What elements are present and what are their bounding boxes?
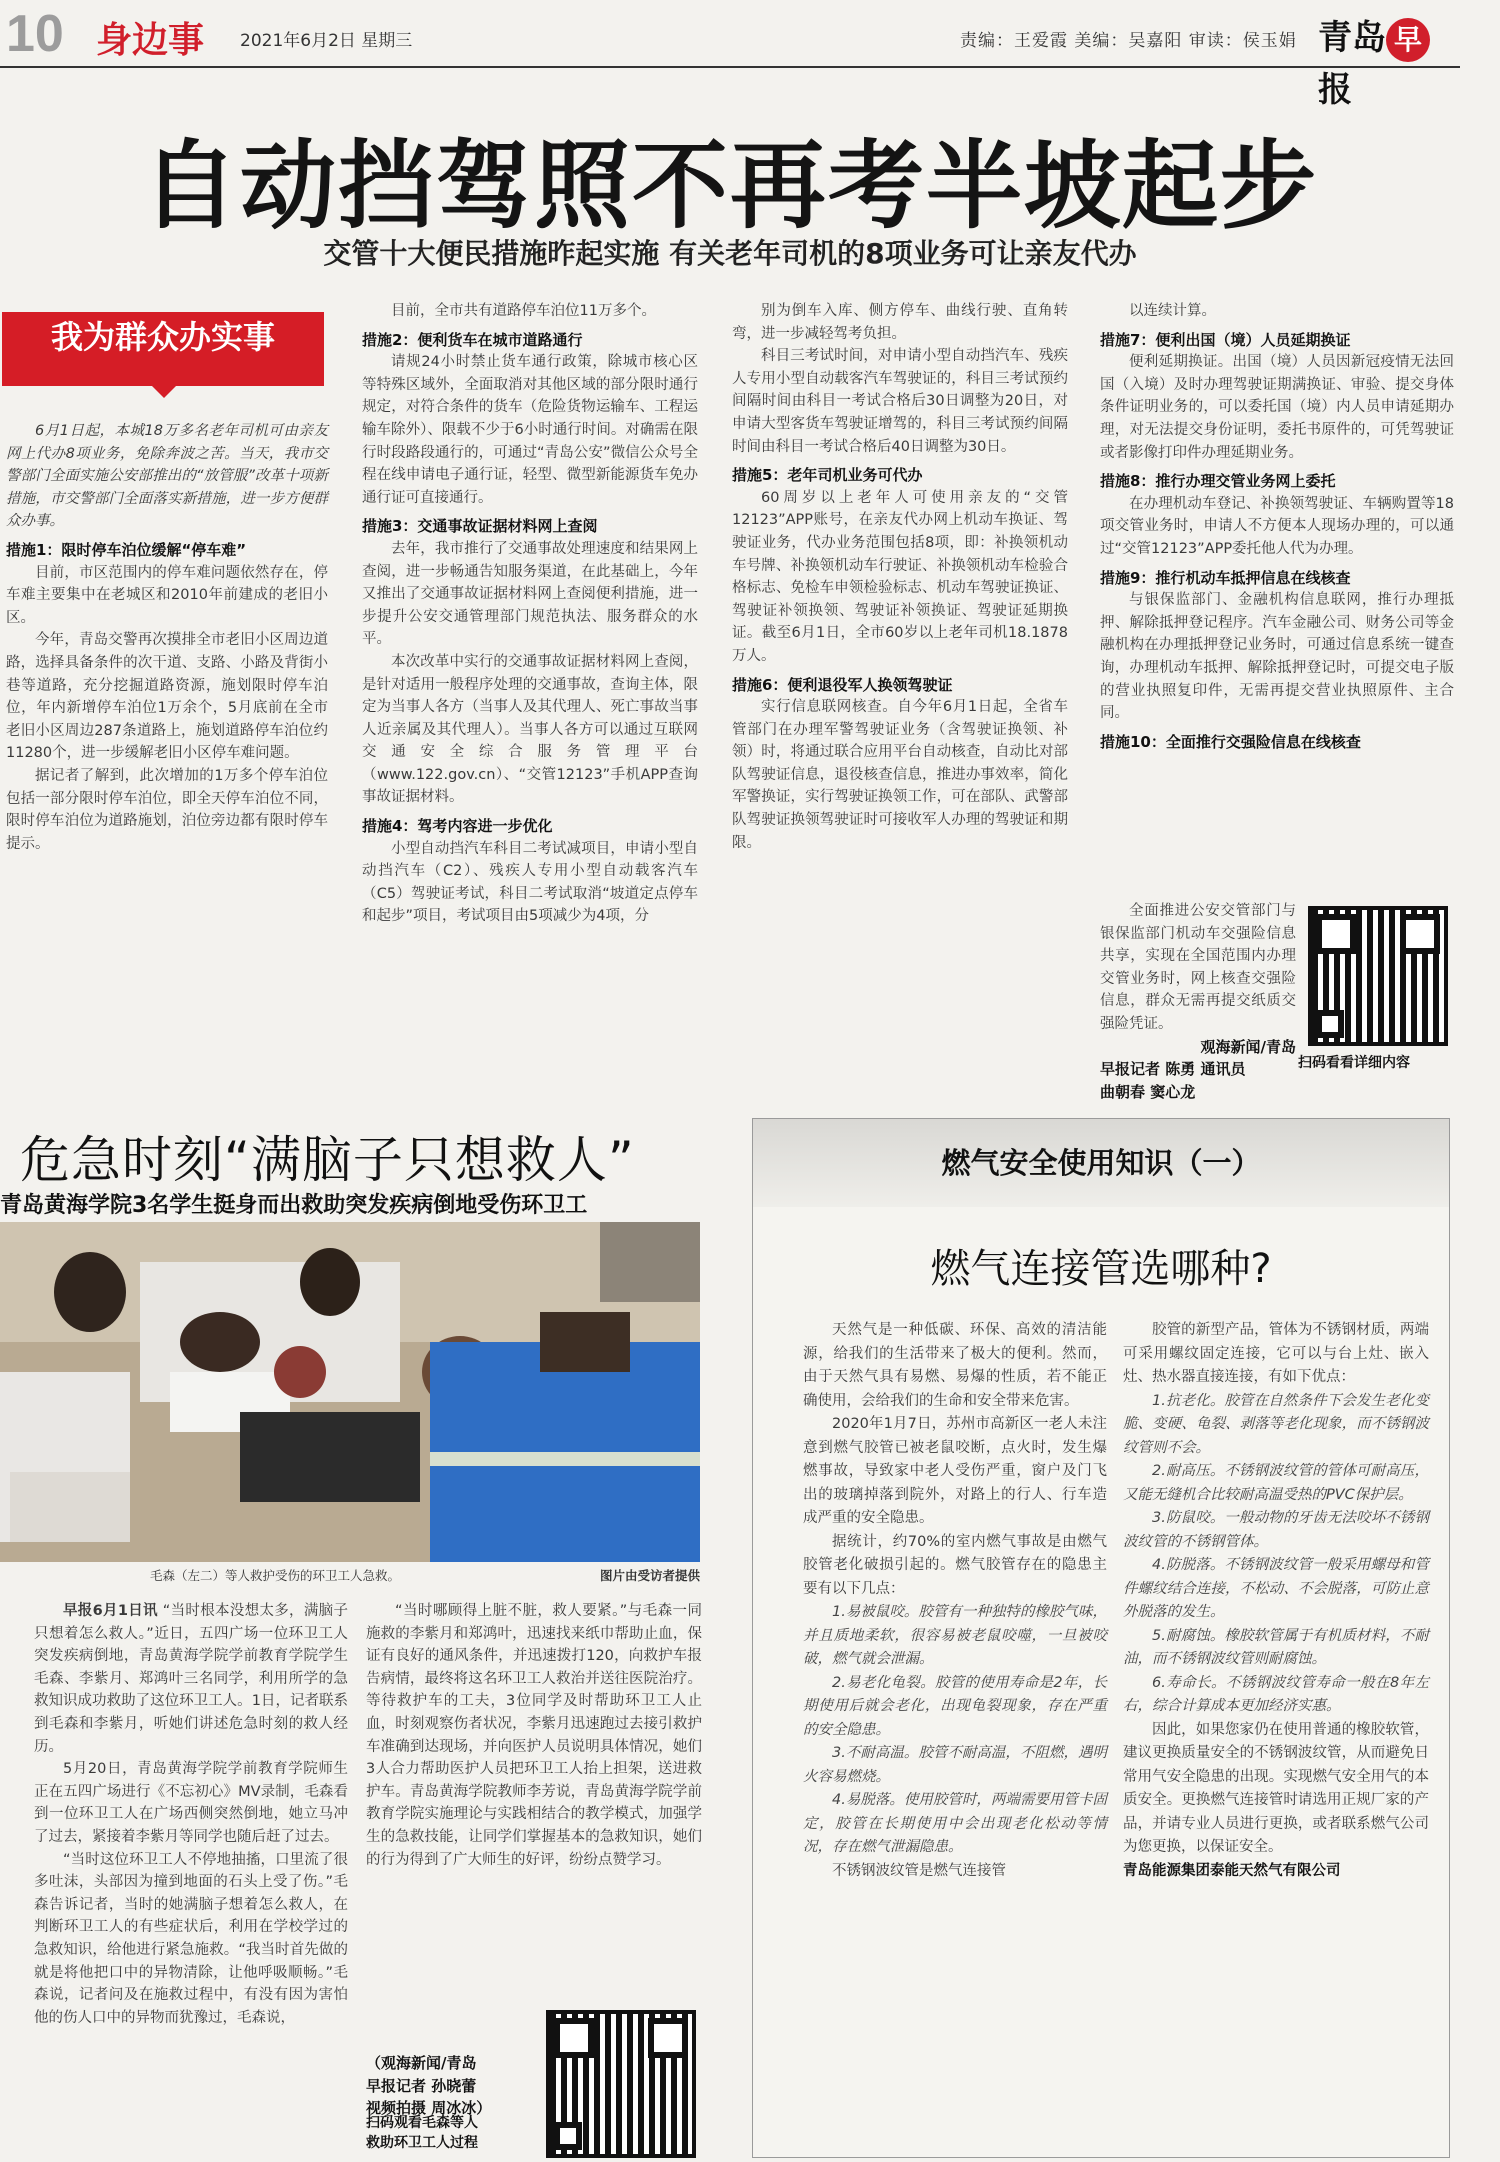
photo-credit: 图片由受访者提供 <box>599 1568 700 1583</box>
article-paragraph: 科目三考试时间，对申请小型自动挡汽车、残疾人专用小型自动载客汽车驾驶证的，科目三考试预约间隔时间由科目一考试合格后30日调整为20日，对申请大型客货车驾驶证增驾的，科目三考试预约间隔时间由科目一考试合格后40日调整为30日。 <box>732 348 1068 455</box>
logo-suffix: 报 <box>1318 70 1352 110</box>
article-paragraph: 便利延期换证。出国（境）人员因新冠疫情无法回国（入境）及时办理驾驶证期满换证、审验、提交身体条件证明业务的，可以委托国（境）内人员申请延期办理，对无法提交身份证明，委托书原件的，可凭驾驶证或者影像打印件办理延期业务。 <box>1100 354 1454 461</box>
editor-credits: 责编：王爱霞 美编：吴嘉阳 审读：侯玉娟 <box>960 31 1297 51</box>
byline: 早报记者 陈勇 通讯员 <box>1100 1060 1246 1079</box>
article-paragraph: 4.防脱落。不锈钢波纹管一般采用螺母和管件螺纹结合连接，不松动、不会脱落，可防止意外脱落的发生。 <box>1123 1557 1429 1620</box>
measure-heading: 措施3：交通事故证据材料网上查阅 <box>362 517 598 536</box>
article-paragraph: 目前，市区范围内的停车难问题依然存在，停车难主要集中在老城区和2010年前建成的老旧小区。 <box>6 564 328 626</box>
article-paragraph: 据记者了解到，此次增加的1万多个停车泊位包括一部分限时停车泊位，即全天停车泊位不同，限时停车泊位为道路施划，泊位旁边都有限时停车提示。 <box>6 767 328 852</box>
article-paragraph: 据统计，约70%的室内燃气事故是由燃气胶管老化破损引起的。燃气胶管存在的隐患主要有以下几点： <box>803 1533 1107 1597</box>
qr-label-main: 扫码看看详细内容 <box>1298 1055 1410 1071</box>
story2-column-1 <box>34 1600 348 2160</box>
article-paragraph: 全面推进公安交管部门与银保监部门机动车交强险信息共享，实现在全国范围内办理交管业务时，网上核查交强险信息，群众无需再提交纸质交强险凭证。 <box>1100 903 1296 1032</box>
measure-heading: 措施6：便利退役军人换领驾驶证 <box>732 675 953 694</box>
campaign-badge: 我为群众办实事 <box>2 312 324 386</box>
article-paragraph: 在办理机动车登记、补换领驾驶证、车辆购置等18项交管业务时，申请人不方便本人现场办理的，可以通过“交管12123”APP委托他人代为办理。 <box>1100 495 1454 557</box>
article-paragraph: 去年，我市推行了交通事故处理速度和结果网上查阅，进一步畅通告知服务渠道，在此基础上，今年又推出了交通事故证据材料网上查阅便利措施，进一步提升公安交通管理部门规范执法、服务群众的水平。 <box>362 540 698 648</box>
main-column-3 <box>732 300 1068 1080</box>
story2-column-2 <box>366 1600 702 2050</box>
caption-text: 毛森（左二）等人救护受伤的环卫工人急救。 <box>150 1568 401 1583</box>
main-column-2 <box>362 300 698 1080</box>
gas-safety-box <box>752 1118 1450 2158</box>
measure-heading: 措施8：推行办理交管业务网上委托 <box>1100 472 1336 491</box>
main-column-4 <box>1100 300 1454 900</box>
qr-code-video[interactable] <box>546 2010 696 2158</box>
measure-heading: 措施2：便利货车在城市道路通行 <box>362 330 583 349</box>
article-paragraph: 4.易脱落。使用胶管时，两端需要用管卡固定，胶管在长期使用中会出现老化松动等情况，存在燃气泄漏隐患。 <box>803 1792 1107 1855</box>
gas-series-title: 燃气安全使用知识（一） <box>941 1146 1261 1180</box>
section-name: 身边事 <box>96 20 205 61</box>
article-intro: 6月1日起，本城18万多名老年司机可由亲友网上代办8项业务，免除奔波之苦。当天，我市交警部门全面实施公安部推出的“放管服”改革十项新措施，市交警部门全面落实新措施，进一步方便群众办事。 <box>6 423 328 530</box>
article-paragraph: 以连续计算。 <box>1129 303 1216 319</box>
byline: 曲朝春 窦心龙 <box>1100 1082 1196 1101</box>
article-paragraph: 与银保监部门、金融机构信息联网，推行办理抵押、解除抵押登记程序。汽车金融公司、财务公司等金融机构在办理抵押登记业务时，可通过信息系统一键查询，办理机动车抵押、解除抵押登记时，可提交电子版的营业执照复印件，无需再提交营业执照原件、主合同。 <box>1100 592 1454 722</box>
story2-headline: 危急时刻“满脑子只想救人” <box>20 1131 635 1189</box>
main-headline: 自动挡驾照不再考半坡起步 <box>142 130 1318 242</box>
logo-text: 青岛 <box>1318 18 1386 58</box>
badge-pointer <box>150 384 178 398</box>
measure-heading: 措施9：推行机动车抵押信息在线核查 <box>1100 568 1351 587</box>
article-paragraph: 小型自动挡汽车科目二考试减项目，申请小型自动挡汽车（C2）、残疾人专用小型自动载客汽车（C5）驾驶证考试，科目二考试取消“坡道定点停车和起步”项目，考试项目由5项减少为4项，分 <box>362 840 698 925</box>
measure-heading: 措施1：限时停车泊位缓解“停车难” <box>6 540 247 559</box>
article-paragraph: 因此，如果您家仍在使用普通的橡胶软管，建议更换质量安全的不锈钢波纹管，从而避免日常用气安全隐患的出现。实现燃气安全用气的本质安全。更换燃气连接管时请选用正规厂家的产品，并请专业人员进行更换，或者联系燃气公司为您更换，以保证安全。 <box>1123 1721 1429 1855</box>
masthead <box>0 0 1460 110</box>
article-paragraph: 今年，青岛交警再次摸排全市老旧小区周边道路，选择具备条件的次干道、支路、小路及背街小巷等道路，充分挖掘道路资源，施划限时停车泊位，年内新增停车泊位1万余个，5月底前在全市老旧小区周边287条道路上，施划道路停车泊位约11280个，进一步缓解老旧小区停车难问题。 <box>6 632 328 762</box>
article-paragraph: 6.寿命长。不锈钢波纹管寿命一般在8年左右，综合计算成本更加经济实惠。 <box>1123 1674 1429 1714</box>
gas-column-1 <box>803 1319 1107 2149</box>
main-subhead: 交管十大便民措施昨起实施 有关老年司机的8项业务可让亲友代办 <box>323 237 1137 270</box>
article-paragraph: 60周岁以上老年人可使用亲友的“交管12123”APP账号，在亲友代办网上机动车换证、驾驶证业务，代办业务范围包括8项，即：补换领机动车号牌、补换领机动车行驶证、补换领机动车检验合格标志、免检车申领检验标志、机动车驾驶证换证、驾驶证补领换领、驾驶证补领换证、驾驶证延期换证。截至6月1日，全市60岁以上老年司机18.1878万人。 <box>732 489 1068 664</box>
byline: 早报记者 孙晓蕾 <box>366 2076 477 2095</box>
gas-column-2 <box>1123 1319 1429 2149</box>
article-paragraph: 3.不耐高温。胶管不耐高温，不阻燃，遇明火容易燃烧。 <box>803 1745 1107 1785</box>
article-paragraph: 5月20日，青岛黄海学院学前教育学院师生正在五四广场进行《不忘初心》MV录制，毛森看到一位环卫工人在广场西侧突然倒地，她立马冲了过去，紧接着李紫月等同学也随后赶了过去。 <box>34 1761 348 1845</box>
article-paragraph: “当时这位环卫工人不停地抽搐，口里流了很多吐沫，头部因为撞到地面的石头上受了伤。”毛森告诉记者，当时的她满脑子想着怎么救人，在判断环卫工人的有些症状后，利用在学校学过的急救知识，给他进行紧急施救。“我当时首先做的就是将他把口中的异物清除，让他呼吸顺畅。”毛森说，记者问及在施救过程中，有没有因为害怕他的伤人口中的异物而犹豫过，毛森说， <box>34 1851 348 2026</box>
story2-subhead: 青岛黄海学院3名学生挺身而出救助突发疾病倒地受伤环卫工 <box>0 1193 588 1218</box>
measure-heading: 措施4：驾考内容进一步优化 <box>362 817 553 836</box>
article-paragraph: 请规24小时禁止货车通行政策，除城市核心区等特殊区域外，全面取消对其他区域的部分限时通行规定，对符合条件的货车（危险货物运输车、工程运输车除外）、限载不少于6小时通行时间。对确需在限行时段路段通行的，可通过“青岛公安”微信公众号全程在线申请电子通行证，轻型、微型新能源货车免办通行证可直接通行。 <box>362 354 698 506</box>
article-paragraph: 本次改革中实行的交通事故证据材料网上查阅，是针对适用一般程序处理的交通事故，查询主体，限定为当事人各方（当事人及其代理人、死亡事故当事人近亲属及其代理人）。当事人各方可以通过互联网交通安全综合服务管理平台（www.122.gov.cn）、“交管12123”手机APP查询事故证据材料。 <box>362 653 698 806</box>
gas-company: 青岛能源集团泰能天然气有限公司 <box>1123 1862 1341 1879</box>
dateline: 早报6月1日讯 <box>63 1603 158 1619</box>
main-column-4-end <box>1100 900 1296 1101</box>
article-paragraph: 目前，全市共有道路停车泊位11万多个。 <box>391 303 656 319</box>
publication-date: 2021年6月2日 星期三 <box>240 31 413 51</box>
main-column-1 <box>6 420 328 1080</box>
article-paragraph: 1.易被鼠咬。胶管有一种独特的橡胶气味，并且质地柔软，很容易被老鼠咬噬，一旦被咬破，燃气就会泄漏。 <box>803 1604 1107 1667</box>
article-paragraph: 天然气是一种低碳、环保、高效的清洁能源，给我们的生活带来了极大的便利。然而，由于天然气具有易燃、易爆的性质，若不能正确使用，会给我们的生命和安全带来危害。 <box>803 1322 1107 1409</box>
article-paragraph: 3.防鼠咬。一般动物的牙齿无法咬坏不锈钢波纹管的不锈钢管体。 <box>1123 1510 1429 1550</box>
article-paragraph: 别为倒车入库、侧方停车、曲线行驶、直角转弯，进一步减轻驾考负担。 <box>732 303 1068 342</box>
gas-headline: 燃气连接管选哪种? <box>930 1246 1272 1292</box>
article-paragraph: 2.耐高压。不锈钢波纹管的管体可耐高压，又能无缝机合比较耐高温受热的PVC保护层。 <box>1123 1463 1429 1503</box>
photo-caption <box>150 1566 710 1584</box>
measure-heading: 措施5：老年司机业务可代办 <box>732 466 923 485</box>
byline: （观海新闻/青岛 <box>366 2054 477 2072</box>
byline: 视频拍摄 周冰冰） <box>366 2099 492 2118</box>
article-paragraph: 2.易老化龟裂。胶管的使用寿命是2年，长期使用后就会老化，出现龟裂现象，存在严重的安全隐患。 <box>803 1674 1107 1738</box>
header-rule <box>0 66 1460 68</box>
article-paragraph: 5.耐腐蚀。橡胶软管属于有机质材料，不耐油，而不锈钢波纹管则耐腐蚀。 <box>1123 1627 1429 1667</box>
qr-code-main[interactable] <box>1308 906 1448 1046</box>
measure-heading: 措施10：全面推行交强险信息在线核查 <box>1100 732 1361 751</box>
article-paragraph: “当时哪顾得上脏不脏，救人要紧。”与毛森一同施救的李紫月和郑鸿叶，迅速找来纸巾帮助止血，保证有良好的通风条件，并迅速拨打120，向救护车报告病情，最终将这名环卫工人救治并送往医院治疗。等待救护车的工夫，3位同学及时帮助环卫工人止血，时刻观察伤者状况，李紫月迅速跑过去接引救护车准确到达现场，并向医护人员说明具体情况，她们3人合力帮助医护人员把环卫工人抬上担架，送进救护车。青岛黄海学院教师李芳说，青岛黄海学院学前教育学院实施理论与实践相结合的教学模式，加强学生的急救技能，让同学们掌握基本的急救知识，她们的行为得到了广大师生的好评，纷纷点赞学习。 <box>366 1603 702 1868</box>
article-paragraph: 1.抗老化。胶管在自然条件下会发生老化变脆、变硬、龟裂、剥落等老化现象，而不锈钢波纹管则不会。 <box>1123 1392 1429 1456</box>
rescue-photo <box>0 1222 700 1562</box>
measure-heading: 措施7：便利出国（境）人员延期换证 <box>1100 330 1351 349</box>
article-paragraph: 胶管的新型产品，管体为不锈钢材质，两端可采用螺纹固定连接，它可以与台上灶、嵌入灶、热水器直接连接，有如下优点： <box>1123 1322 1429 1385</box>
qr-label-video: 扫码观看毛森等人 救助环卫工人过程 <box>366 2115 478 2151</box>
newspaper-logo <box>1318 10 1460 111</box>
page-number: 10 <box>6 5 64 63</box>
article-paragraph: 实行信息联网核查。自今年6月1日起，全省车管部门在办理军警驾驶证业务（含驾驶证换领、补领）时，将通过联合应用平台自动核查，自动比对部队驾驶证信息，退役核查信息，推进办事效率，简化军警换证，实行驾驶证换领工作，可在部队、武警部队驾驶证换领驾驶证时可接收军人办理的驾驶证和期限。 <box>732 699 1068 851</box>
article-paragraph: “当时根本没想太多，满脑子只想着怎么救人。”近日，五四广场一位环卫工人突发疾病倒地，青岛黄海学院学前教育学院学生毛森、李紫月、郑鸿叶三名同学，利用所学的急救知识成功救助了这位环卫工人。1日，记者联系到毛森和李紫月，听她们讲述危急时刻的救人经历。 <box>34 1603 348 1755</box>
byline: 观海新闻/青岛 <box>1200 1037 1296 1056</box>
article-paragraph: 2020年1月7日，苏州市高新区一老人未注意到燃气胶管已被老鼠咬断，点火时，发生爆燃事故，导致家中老人受伤严重，窗户及门飞出的玻璃掉落到院外，对路上的行人、行车造成严重的安全隐患。 <box>803 1416 1107 1526</box>
logo-badge: 早 <box>1386 18 1430 62</box>
article-paragraph: 不锈钢波纹管是燃气连接管 <box>832 1862 1006 1879</box>
